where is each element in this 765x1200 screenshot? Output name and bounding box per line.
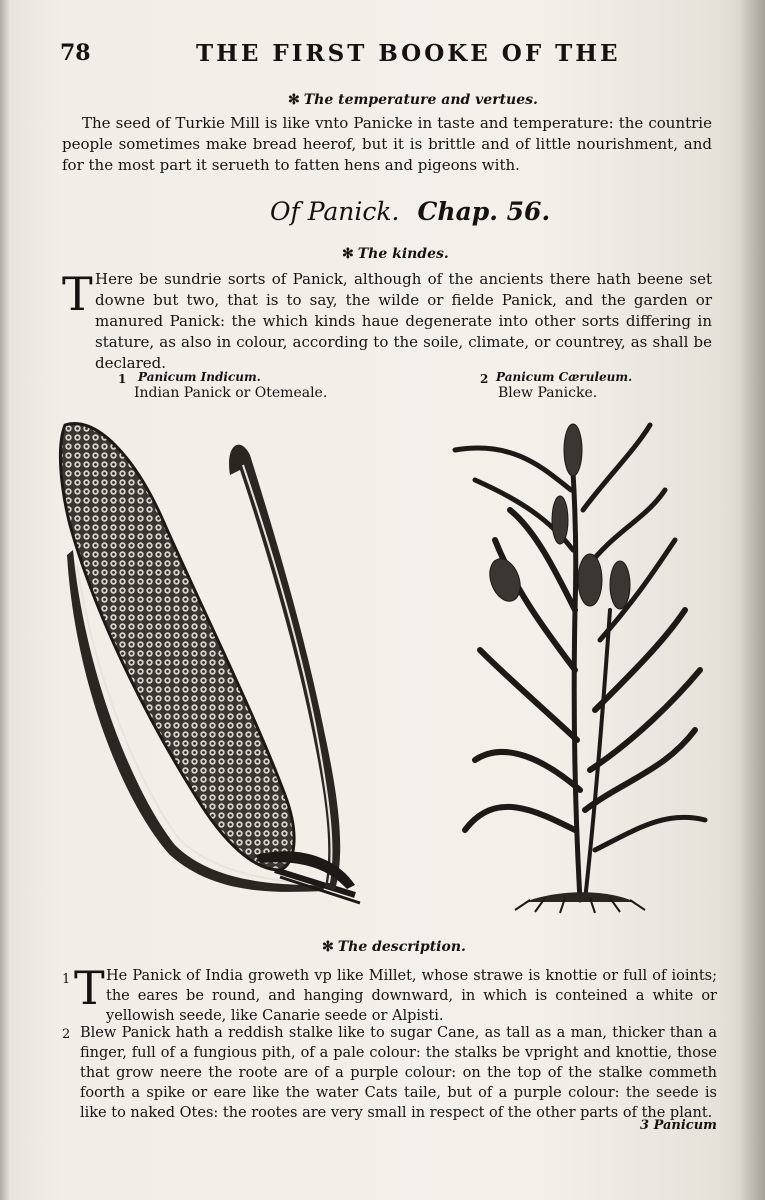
indian-panick-woodcut — [55, 415, 375, 910]
description-heading: ✻ The description. — [322, 939, 466, 955]
chapter-name: Of Panick. — [270, 197, 400, 226]
description-item-2-text: Blew Panick hath a reddish stalke like to sugar Cane, as tall as a man, thicker than a finger, full of a fungious pith, of a pale colour: the stalks be vpright and knottie, those that grow neere the roote are of a purple colour: on the top of the stalke commeth foorth a spike or eare like the water Cats taile, but of a purple colour: the seede is like to naked Otes: the rootes are very small in respect of the other parts of the plant. — [80, 1025, 717, 1121]
figure-1-number: 1 — [118, 372, 127, 386]
page-edge-shadow — [739, 0, 765, 1200]
description-item-1-dropcap: T — [74, 961, 105, 1015]
kindes-heading: ✻ The kindes. — [342, 246, 449, 262]
temperature-text: The seed of Turkie Mill is like vnto Panicke in taste and temperature: the countrie people sometimes make bread heerof, but it is brittle and of little nourishment, and for the most part it serueth to fatten hens and pigeons with. — [62, 114, 712, 174]
catchword: 3 Panicum — [640, 1118, 717, 1133]
asterism-icon: ✻ — [322, 939, 334, 955]
page-gutter-shadow — [0, 0, 10, 1200]
figure-2-common-name: Blew Panicke. — [498, 385, 598, 401]
page-number: 78 — [60, 40, 91, 66]
figure-1-latin-name: Panicum Indicum. — [138, 370, 261, 384]
figure-2-latin-name: Panicum Cæruleum. — [496, 370, 633, 384]
kindes-dropcap: T — [62, 267, 93, 321]
figure-1-common-name: Indian Panick or Otemeale. — [134, 385, 328, 401]
description-item-1-number: 1 — [62, 972, 71, 987]
figure-2-number: 2 — [480, 372, 489, 386]
kindes-text: Here be sundrie sorts of Panick, although of the ancients there hath beene set downe but two, that is to say, the wilde or fielde Panick, and the garden or manured Panick: the which kinds haue degenerate into other sorts differing in stature, as also in colour, according to the soile, climate, or countrey, as shall be declared. — [95, 270, 712, 372]
asterism-icon: ✻ — [288, 92, 300, 108]
running-head: THE FIRST BOOKE OF THE — [196, 40, 621, 67]
description-item-2-number: 2 — [62, 1027, 71, 1042]
chapter-number: Chap. 56. — [417, 197, 551, 226]
chapter-title — [270, 197, 550, 226]
description-item-1-text: He Panick of India groweth vp like Millet, whose strawe is knottie or full of ioints; the eares be round, and hanging downward, in which is conteined a white or yellowish seede, like Canarie seede or Alpisti. — [106, 968, 717, 1024]
temperature-heading: ✻ The temperature and vertues. — [288, 92, 538, 108]
asterism-icon: ✻ — [342, 246, 354, 262]
blew-panicke-woodcut — [435, 410, 720, 915]
